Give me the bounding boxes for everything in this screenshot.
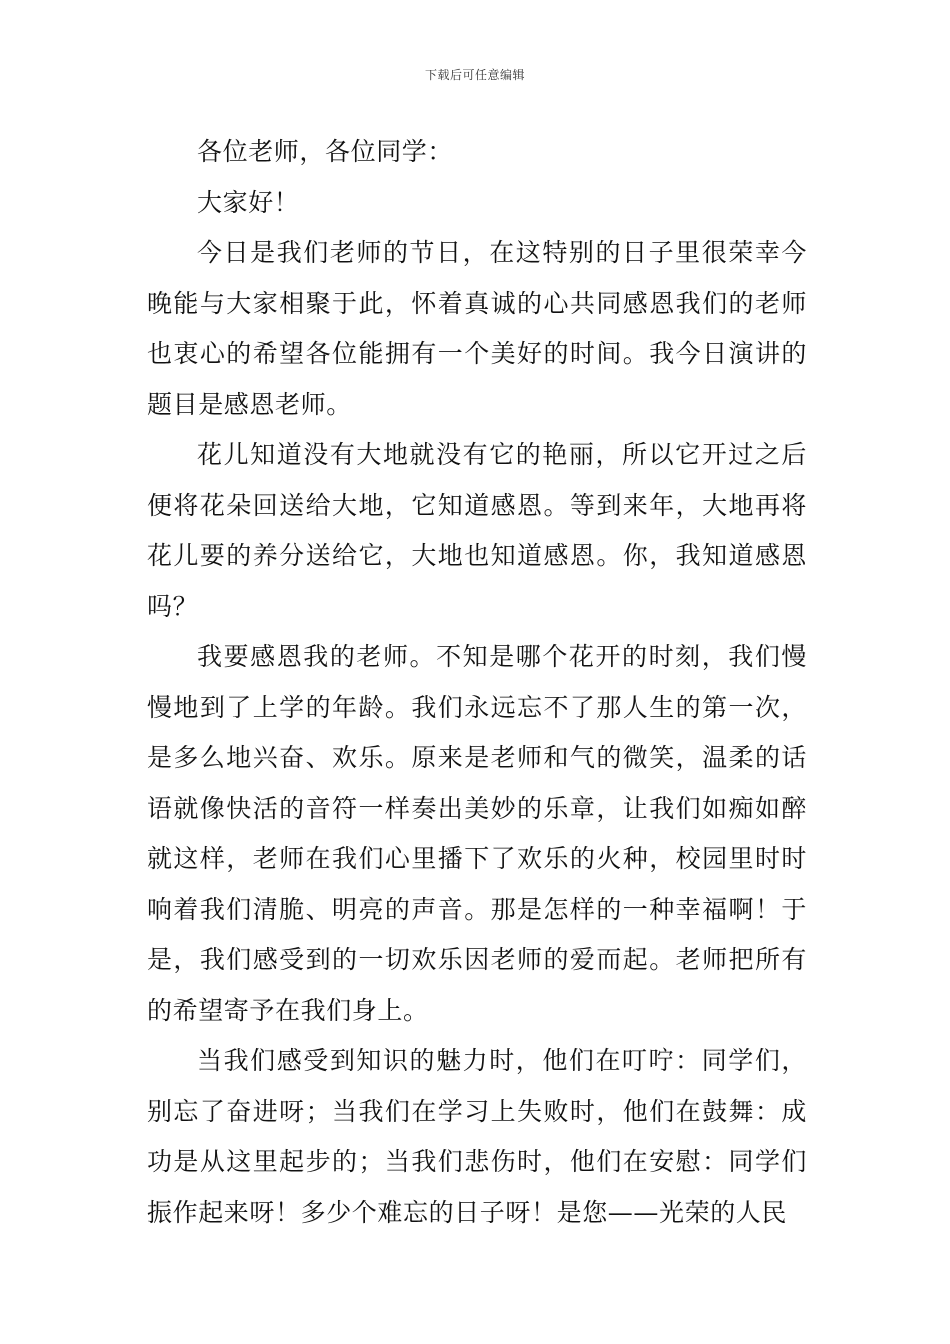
document-body (147, 127, 807, 1238)
page-header: 下载后可任意编辑 (424, 68, 525, 82)
paragraph-encouragement: 当我们感受到知识的魅力时，他们在叮咛：同学们，别忘了奋进呀；当我们在学习上失败时，他们在鼓舞：成功是从这里起步的；当我们悲伤时，他们在安慰：同学们振作起来呀！多少个难忘的日子呀！是您——光荣的人民 (147, 1046, 807, 1227)
paragraph-gratitude: 我要感恩我的老师。不知是哪个花开的时刻，我们慢慢地到了上学的年龄。我们永远忘不了那人生的第一次，是多么地兴奋、欢乐。原来是老师和气的微笑，温柔的话语就像快活的音符一样奏出美妙的乐章，让我们如痴如醉就这样，老师在我们心里播下了欢乐的火种，校园里时时响着我们清脆、明亮的声音。那是怎样的一种幸福啊！于是，我们感受到的一切欢乐因老师的爱而起。老师把所有的希望寄予在我们身上。 (147, 642, 807, 1025)
salutation: 各位老师，各位同学： (197, 137, 454, 166)
paragraph-intro: 今日是我们老师的节日，在这特别的日子里很荣幸今晚能与大家相聚于此，怀着真诚的心共同感恩我们的老师也衷心的希望各位能拥有一个美好的时间。我今日演讲的题目是感恩老师。 (147, 238, 807, 419)
greeting: 大家好！ (197, 187, 300, 217)
paragraph-flowers: 花儿知道没有大地就没有它的艳丽，所以它开过之后便将花朵回送给大地，它知道感恩。等到来年，大地再将花儿要的养分送给它，大地也知道感恩。你，我知道感恩吗？ (147, 440, 807, 621)
